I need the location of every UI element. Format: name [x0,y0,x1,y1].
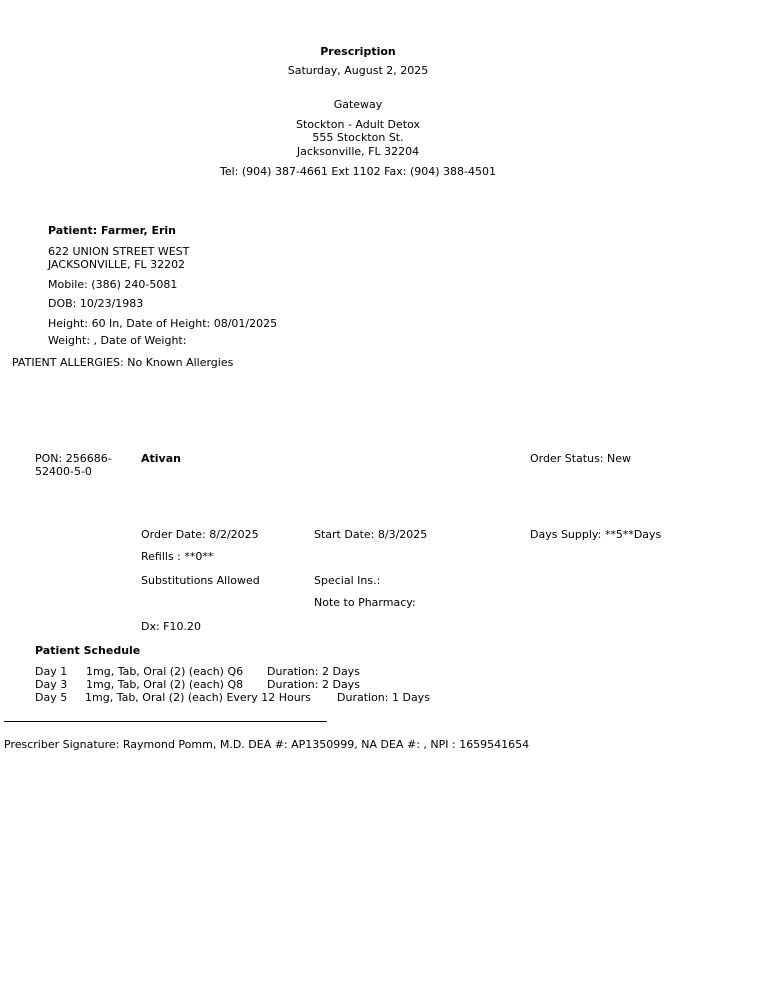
patient-name: Patient: Farmer, Erin [48,224,176,237]
document-date: Saturday, August 2, 2025 [287,64,429,77]
start-date: Start Date: 8/3/2025 [314,528,428,541]
schedule-dose: 1mg, Tab, Oral (2) (each) Every 12 Hours [85,691,311,704]
schedule-day: Day 3 [35,678,68,691]
schedule-duration: Duration: 2 Days [267,678,360,691]
note-to-pharmacy: Note to Pharmacy: [314,596,416,609]
schedule-dose: 1mg, Tab, Oral (2) (each) Q8 [86,678,244,691]
refills: Refills : **0** [141,550,214,563]
order-status: Order Status: New [530,452,632,465]
pon-line1: PON: 256686- [35,452,112,465]
patient-address-line2: JACKSONVILLE, FL 32202 [48,258,186,271]
special-instructions: Special Ins.: [314,574,381,587]
substitutions: Substitutions Allowed [141,574,260,587]
patient-address-line1: 622 UNION STREET WEST [48,245,190,258]
patient-weight: Weight: , Date of Weight: [48,334,187,347]
prescriber-signature: Prescriber Signature: Raymond Pomm, M.D. DEA #: AP1350999, NA DEA #: , NPI : 1659541654 [4,738,530,751]
schedule-heading: Patient Schedule [35,644,141,657]
schedule-duration: Duration: 2 Days [267,665,360,678]
signature-rule [4,721,327,722]
order-date: Order Date: 8/2/2025 [141,528,259,541]
patient-dob: DOB: 10/23/1983 [48,297,144,310]
patient-mobile: Mobile: (386) 240-5081 [48,278,178,291]
organization-name: Gateway [333,98,383,111]
diagnosis: Dx: F10.20 [141,620,202,633]
schedule-duration: Duration: 1 Days [337,691,430,704]
facility-name: Stockton - Adult Detox [295,118,421,131]
schedule-day: Day 5 [35,691,68,704]
document-title: Prescription [320,45,396,58]
facility-phone: Tel: (904) 387-4661 Ext 1102 Fax: (904) 388-4501 [220,165,496,178]
schedule-day: Day 1 [35,665,68,678]
days-supply: Days Supply: **5**Days [530,528,662,541]
patient-height: Height: 60 In, Date of Height: 08/01/2025 [48,317,278,330]
drug-name: Ativan [141,452,181,465]
schedule-dose: 1mg, Tab, Oral (2) (each) Q6 [86,665,244,678]
facility-street: 555 Stockton St. [312,131,404,144]
pon-line2: 52400-5-0 [35,465,92,478]
patient-allergies: PATIENT ALLERGIES: No Known Allergies [12,356,234,369]
facility-city: Jacksonville, FL 32204 [296,145,420,158]
